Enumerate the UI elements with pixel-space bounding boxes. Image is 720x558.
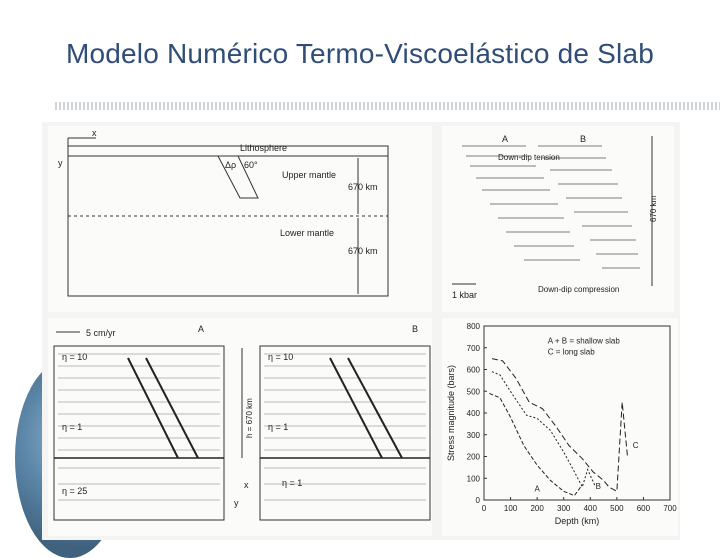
angle-label: 60° [244, 160, 258, 170]
upper-depth-label: 670 km [348, 182, 378, 192]
curve-label-b: B [595, 482, 601, 492]
legend-entry-2: C = long slab [547, 347, 595, 357]
flow-axis-x: x [244, 480, 249, 490]
x-tick-label: 100 [503, 504, 518, 513]
figure-composite [42, 122, 680, 540]
stress-chart-svg [442, 318, 678, 536]
x-tick-label: 200 [530, 504, 544, 513]
y-axis-label: Stress magnitude (bars) [446, 364, 456, 462]
title-divider [55, 102, 720, 110]
flow-svg [48, 318, 432, 536]
y-tick-label: 300 [466, 430, 480, 440]
axis-x-label: x [92, 128, 97, 138]
x-axis-label: Depth (km) [554, 516, 600, 526]
delta-rho-label: Δρ [225, 160, 237, 170]
lithosphere-label: Lithosphere [240, 143, 288, 153]
stress-svg [442, 126, 674, 312]
eta-left-top: η = 10 [62, 352, 88, 362]
stress-panel [442, 126, 674, 312]
slide-title: Modelo Numérico Termo-Viscoelástico de Slab [65, 38, 655, 69]
flow-label-a: A [198, 324, 205, 334]
stress-label-b: B [580, 134, 587, 144]
x-tick-label: 300 [557, 504, 571, 513]
scale-label: 1 kbar [452, 290, 478, 300]
schematic-svg [48, 126, 432, 312]
flow-box-b [260, 346, 430, 520]
height-label: h = 670 km [245, 398, 254, 438]
compression-label: Down-dip compression [538, 285, 620, 294]
stress-label-a: A [502, 134, 509, 144]
y-tick-label: 0 [475, 496, 480, 505]
eta-left-bottom: η = 25 [62, 486, 88, 496]
eta-left-mid: η = 1 [62, 422, 83, 432]
x-tick-label: 0 [481, 504, 487, 513]
stress-depth-label: 670 km [649, 195, 658, 222]
y-tick-label: 800 [466, 322, 480, 331]
y-tick-label: 400 [466, 409, 480, 418]
eta-right-mid: η = 1 [268, 422, 289, 432]
x-tick-label: 700 [663, 504, 677, 513]
flow-axis-y: y [234, 498, 239, 508]
velocity-scale-label: 5 cm/yr [86, 328, 116, 338]
stress-chart-panel [442, 318, 678, 536]
legend-entry-1: A + B = shallow slab [547, 336, 620, 346]
lower-depth-label: 670 km [348, 246, 378, 256]
flow-label-b: B [412, 324, 419, 334]
series-line-c [492, 359, 628, 492]
curve-label-a: A [534, 484, 540, 494]
tension-label: Down-dip tension [498, 153, 560, 162]
y-tick-label: 600 [466, 365, 480, 375]
flow-panel [48, 318, 432, 536]
y-tick-label: 500 [466, 387, 480, 397]
x-tick-label: 600 [636, 504, 651, 513]
y-tick-label: 200 [466, 452, 480, 462]
axis-y-label: y [58, 158, 63, 168]
stress-vectors [462, 146, 640, 268]
x-tick-label: 400 [583, 504, 597, 513]
eta-right-top: η = 10 [268, 352, 294, 362]
flow-lines-a [58, 354, 220, 500]
schematic-panel [48, 126, 432, 312]
y-tick-label: 100 [466, 474, 480, 484]
y-tick-label: 700 [466, 343, 480, 353]
curve-label-c: C [632, 440, 639, 450]
x-tick-label: 500 [610, 504, 624, 513]
upper-mantle-label: Upper mantle [282, 170, 337, 180]
eta-right-bottom: η = 1 [282, 478, 303, 488]
lower-mantle-label: Lower mantle [280, 228, 335, 238]
series-line-b [492, 372, 596, 487]
